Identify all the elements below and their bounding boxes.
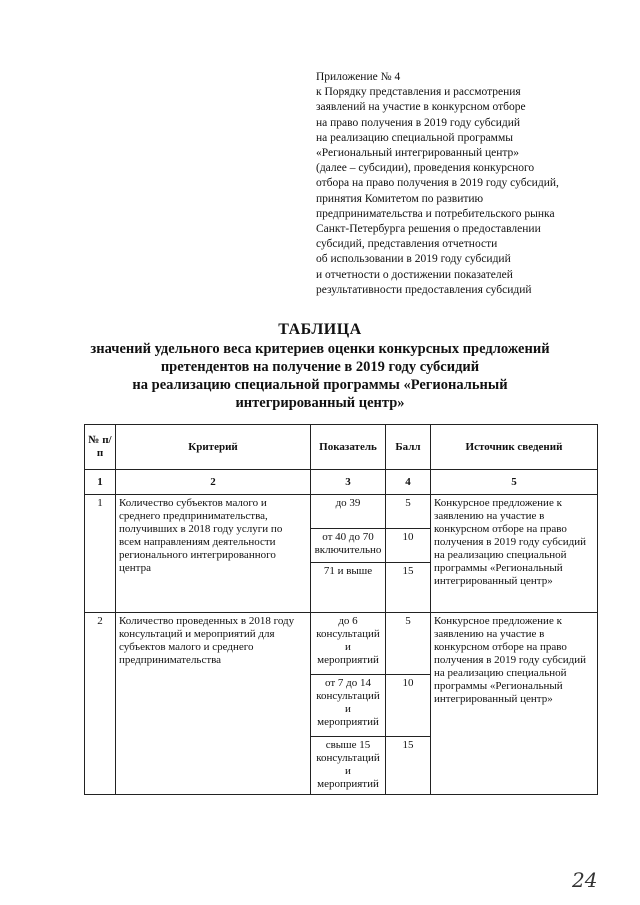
annex-line: об использовании в 2019 году субсидий xyxy=(316,253,511,266)
annex-line: к Порядку представления и рассмотрения xyxy=(316,86,521,99)
source-text: Конкурсное предложение к заявлению на участие в конкурсном отборе на право получения в 2019 году субсидий на реализацию специальной программы «Региональный интегрированный центр» xyxy=(431,613,598,795)
source-text: Конкурсное предложение к заявлению на участие в конкурсном отборе на право получения в 2019 году субсидий на реализацию специальной программы «Региональный интегрированный центр» xyxy=(431,495,598,613)
annex-line: (далее – субсидии), проведения конкурсного xyxy=(316,162,535,175)
title-line: значений удельного веса критериев оценки конкурсных предложений xyxy=(90,341,550,357)
annex-line: Санкт-Петербурга решения о предоставлении xyxy=(316,223,541,236)
row-number: 1 xyxy=(85,495,116,613)
indicator-cell: 71 и выше xyxy=(311,563,386,613)
score-cell: 10 xyxy=(386,675,431,737)
score-cell: 10 xyxy=(386,529,431,563)
col-number: 5 xyxy=(431,470,598,495)
indicator-cell: свыше 15 консультаций и мероприятий xyxy=(311,737,386,795)
indicator-cell: до 39 xyxy=(311,495,386,529)
indicator-cell: от 7 до 14 консультаций и мероприятий xyxy=(311,675,386,737)
col-number: 3 xyxy=(311,470,386,495)
annex-line: предпринимательства и потребительского рынка xyxy=(316,207,555,220)
title-main: ТАБЛИЦА xyxy=(278,321,362,338)
annex-line: принятия Комитетом по развитию xyxy=(316,192,484,205)
criterion-text: Количество субъектов малого и среднего предпринимательства, получивших в 2018 году услуги по всем направлениям деятельности регионального интегрированного центра xyxy=(116,495,311,613)
title-line: претендентов на получение в 2019 году субсидий xyxy=(160,359,480,375)
annex-line: Приложение № 4 xyxy=(316,71,401,83)
table-row xyxy=(85,613,598,675)
criterion-text: Количество проведенных в 2018 году консультаций и мероприятий для субъектов малого и среднего предпринимательства xyxy=(116,613,311,795)
annex-line: субсидий, представления отчетности xyxy=(316,238,498,251)
annex-line: «Региональный интегрированный центр» xyxy=(316,147,520,160)
document-title xyxy=(60,320,580,412)
header-indicator: Показатель xyxy=(311,425,386,470)
score-cell: 15 xyxy=(386,737,431,795)
col-number: 2 xyxy=(116,470,311,495)
score-cell: 5 xyxy=(386,495,431,529)
annex-line: на реализацию специальной программы xyxy=(316,131,513,144)
score-cell: 5 xyxy=(386,613,431,675)
row-number: 2 xyxy=(85,613,116,795)
page-number: 24 xyxy=(572,868,598,892)
annex-line: и отчетности о достижении показателей xyxy=(316,268,513,281)
table-row xyxy=(85,495,598,529)
col-number: 1 xyxy=(85,470,116,495)
header-score: Балл xyxy=(386,425,431,470)
annex-header xyxy=(316,70,616,298)
column-numbers-row xyxy=(85,470,598,495)
header-num: № п/п xyxy=(85,425,116,470)
header-criterion: Критерий xyxy=(116,425,311,470)
indicator-cell: до 6 консультаций и мероприятий xyxy=(311,613,386,675)
col-number: 4 xyxy=(386,470,431,495)
header-source: Источник сведений xyxy=(431,425,598,470)
criteria-table xyxy=(84,424,598,795)
indicator-cell: от 40 до 70 включительно xyxy=(311,529,386,563)
annex-line: отбора на право получения в 2019 году субсидий, xyxy=(316,177,559,190)
title-line: на реализацию специальной программы «Региональный xyxy=(132,377,508,393)
score-cell: 15 xyxy=(386,563,431,613)
annex-line: на право получения в 2019 году субсидий xyxy=(316,116,521,129)
annex-line: результативности предоставления субсидий xyxy=(316,283,532,296)
title-line: интегрированный центр» xyxy=(235,395,405,411)
header-row xyxy=(85,425,598,470)
annex-line: заявлений на участие в конкурсном отборе xyxy=(316,101,526,114)
